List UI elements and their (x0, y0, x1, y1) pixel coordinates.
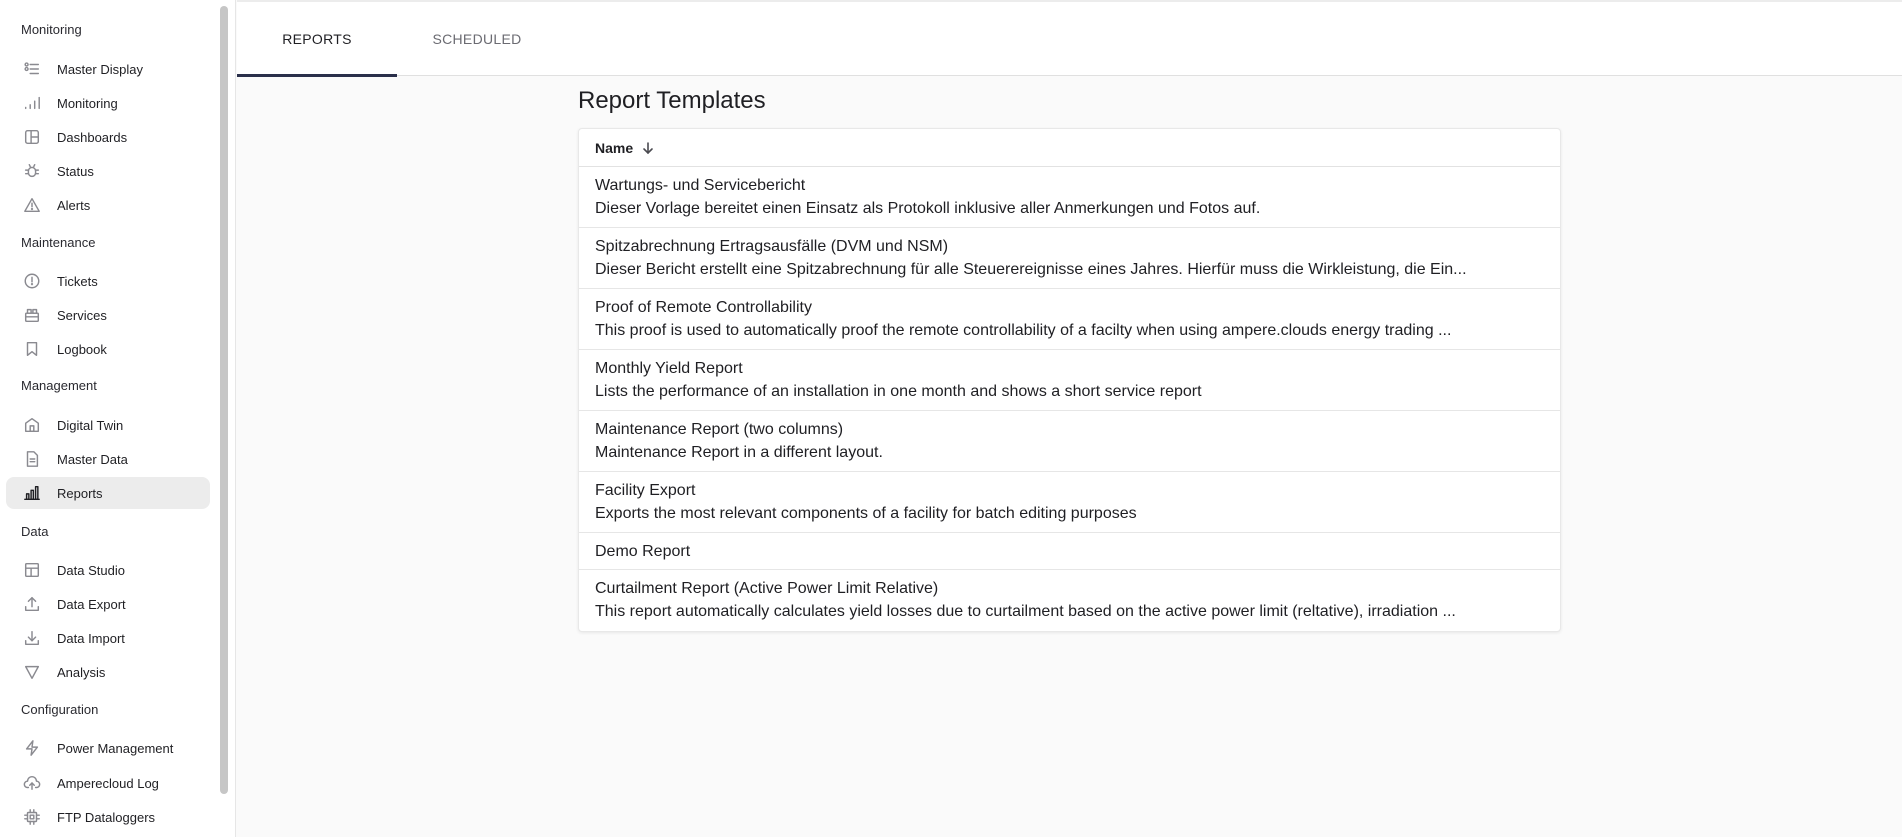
row-description: This report automatically calculates yield losses due to curtailment based on the active power limit (reltative), irradiation ... (595, 603, 1456, 620)
section-data: Data (21, 524, 49, 539)
sidebar-item-tickets[interactable] (6, 265, 210, 297)
chip-icon (22, 807, 42, 827)
row-title: Curtailment Report (Active Power Limit Relative) (595, 580, 939, 597)
section-configuration: Configuration (21, 702, 99, 717)
sidebar-item-label: Data Import (57, 630, 125, 646)
sidebar-item-label: Digital Twin (57, 417, 124, 433)
sidebar-item-monitoring[interactable] (6, 87, 210, 119)
table-row[interactable] (579, 228, 1560, 289)
sidebar-item-label: Master Display (57, 61, 143, 77)
sidebar-item-label: Reports (57, 485, 103, 501)
section-maintenance: Maintenance (21, 235, 96, 250)
row-title: Demo Report (595, 543, 691, 560)
sidebar (0, 0, 236, 837)
sidebar-item-services[interactable] (6, 299, 210, 331)
sidebar-item-label: Dashboards (57, 129, 128, 145)
toolbox-icon (22, 305, 42, 325)
warning-icon (22, 195, 42, 215)
table-row[interactable] (579, 289, 1560, 350)
row-description: Dieser Vorlage bereitet einen Einsatz als Protokoll inklusive aller Anmerkungen und Fotos auf. (595, 200, 1261, 217)
table-row[interactable] (579, 570, 1560, 631)
sidebar-item-reports[interactable] (6, 477, 210, 509)
bookmark-icon (22, 339, 42, 359)
row-description: Exports the most relevant components of a facility for batch editing purposes (595, 505, 1137, 522)
sidebar-item-power-management[interactable] (6, 732, 210, 764)
table-row[interactable] (579, 533, 1560, 570)
sidebar-scrollbar[interactable] (220, 6, 228, 794)
sidebar-item-label: Data Export (57, 596, 126, 612)
lightning-icon (22, 738, 42, 758)
row-description: Lists the performance of an installation in one month and shows a short service report (595, 383, 1202, 400)
sidebar-item-digital-twin[interactable] (6, 409, 210, 441)
building-icon (22, 415, 42, 435)
layout-icon (22, 560, 42, 580)
section-management: Management (21, 378, 97, 393)
row-description: Maintenance Report in a different layout. (595, 444, 883, 461)
sidebar-item-label: Data Studio (57, 562, 125, 578)
row-title: Proof of Remote Controllability (595, 299, 812, 316)
upload-icon (22, 594, 42, 614)
sidebar-item-label: Status (57, 163, 94, 179)
bug-icon (22, 161, 42, 181)
sidebar-item-label: Monitoring (57, 95, 118, 111)
row-description: This proof is used to automatically proof the remote controllability of a facilty when using ampere.clouds energy trading ... (595, 322, 1452, 339)
sidebar-item-label: Alerts (57, 197, 91, 213)
tab-reports[interactable]: REPORTS (237, 2, 397, 76)
bar-chart-icon (22, 483, 42, 503)
sidebar-item-label: Master Data (57, 451, 128, 467)
sidebar-item-dashboards[interactable] (6, 121, 210, 153)
row-title: Wartungs- und Servicebericht (595, 177, 806, 194)
section-monitoring: Monitoring (21, 22, 82, 37)
row-title: Maintenance Report (two columns) (595, 421, 844, 438)
row-title: Spitzabrechnung Ertragsausfälle (DVM und NSM) (595, 238, 949, 255)
column-header-label: Name (595, 139, 634, 156)
tab-bar (237, 0, 1902, 76)
table-row[interactable] (579, 472, 1560, 533)
sidebar-item-amperecloud-log[interactable] (6, 767, 210, 799)
sidebar-item-logbook[interactable] (6, 333, 210, 365)
sidebar-item-label: Analysis (57, 664, 106, 680)
report-templates-table (578, 128, 1561, 632)
sidebar-item-alerts[interactable] (6, 189, 210, 221)
sidebar-item-master-data[interactable] (6, 443, 210, 475)
page-title: Report Templates (578, 87, 766, 114)
sort-arrow-down-icon (641, 141, 655, 155)
sidebar-item-label: Services (57, 307, 107, 323)
name-column-header[interactable] (579, 129, 1560, 167)
row-title: Monthly Yield Report (595, 360, 743, 377)
sidebar-item-data-studio[interactable] (6, 554, 210, 586)
table-row[interactable] (579, 411, 1560, 472)
sidebar-item-status[interactable] (6, 155, 210, 187)
download-icon (22, 628, 42, 648)
row-title: Facility Export (595, 482, 696, 499)
table-row[interactable] (579, 350, 1560, 411)
sidebar-item-label: Logbook (57, 341, 107, 357)
table-row[interactable] (579, 167, 1560, 228)
sidebar-item-label: Tickets (57, 273, 98, 289)
sidebar-item-label: FTP Dataloggers (57, 809, 156, 825)
list-icon (22, 59, 42, 79)
alert-circle-icon (22, 271, 42, 291)
sidebar-item-data-import[interactable] (6, 622, 210, 654)
tab-scheduled[interactable]: SCHEDULED (432, 31, 522, 47)
sidebar-item-data-export[interactable] (6, 588, 210, 620)
sidebar-item-master-display[interactable] (6, 53, 210, 85)
sidebar-item-analysis[interactable] (6, 656, 210, 688)
signal-bars-icon (22, 93, 42, 113)
cloud-upload-icon (22, 773, 42, 793)
sidebar-item-label: Amperecloud Log (57, 775, 159, 791)
sidebar-item-ftp-dataloggers[interactable] (6, 801, 210, 833)
dashboard-icon (22, 127, 42, 147)
document-icon (22, 449, 42, 469)
funnel-icon (22, 662, 42, 682)
row-description: Dieser Bericht erstellt eine Spitzabrechnung für alle Steuerereignisse eines Jahres. Hierfür muss die Wirkleistung, die Ein... (595, 261, 1467, 278)
sidebar-item-label: Power Management (57, 740, 174, 756)
